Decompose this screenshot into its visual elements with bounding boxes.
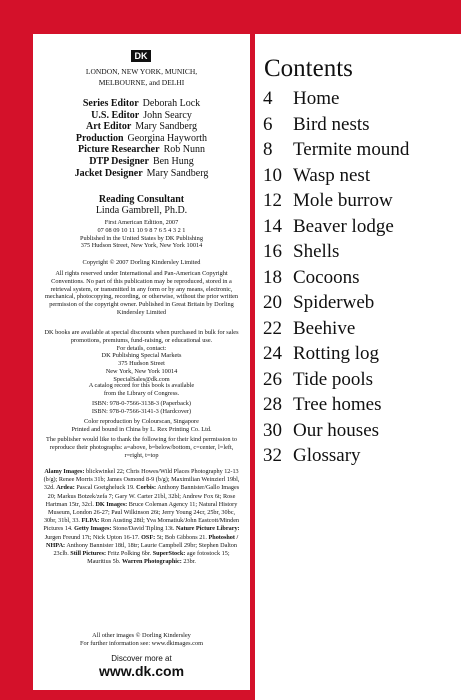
credit-text: Fritz Polking 6br. <box>107 550 152 558</box>
credit-source: SuperStock: <box>152 550 186 558</box>
catalog-line: A catalog record for this book is available <box>88 382 195 389</box>
credit-name: Georgina Hayworth <box>127 132 208 144</box>
credit-source: Corbis: <box>136 484 157 492</box>
toc-page-number: 20 <box>263 292 282 313</box>
website-url: www.dk.com <box>98 663 185 679</box>
toc-page-number: 24 <box>263 343 282 364</box>
credit-text: blickwinkel 22; Chris Howes/Wild Places Photography 12-13 (b/g); Renee Morris 31b; James Osmond 8-9 (b/g); Maximilian Weinzierl 19bl, 32d. <box>43 468 240 492</box>
credit-role: Art Editor <box>85 121 132 133</box>
consultant-name: Linda Gambrell, Ph.D. <box>95 205 188 216</box>
toc-entry <box>263 137 461 163</box>
special-sales-line: 375 Hudson Street <box>118 360 165 368</box>
credit-text: Pascal Goetgheluck 19. <box>76 484 135 492</box>
toc-entry-title: Beehive <box>293 317 356 339</box>
toc-entry <box>263 163 461 189</box>
toc-entry <box>263 112 461 138</box>
credit-role: DTP Designer <box>89 155 149 167</box>
credit-source: DK Images: <box>95 500 128 508</box>
toc-entry-title: Shells <box>293 241 340 262</box>
photo-credits <box>43 468 240 566</box>
special-sales-info <box>43 329 240 384</box>
consultant-title: Reading Consultant <box>98 194 185 205</box>
credit-row <box>37 133 246 145</box>
toc-page-number: 18 <box>263 266 282 288</box>
toc-entry-title: Bird nests <box>293 113 370 135</box>
other-images-note <box>43 632 240 648</box>
toc-entry-title: Cocoons <box>293 266 360 288</box>
toc-entry-title: Our houses <box>293 419 380 441</box>
credit-text: 5t; Bob Gibbons 21. <box>156 533 207 541</box>
edition-line: Published in the United States by DK Publishing <box>80 234 203 242</box>
toc-entry-title: Home <box>293 88 340 109</box>
publisher-location-line: LONDON, NEW YORK, MUNICH, <box>85 67 198 76</box>
credit-role: Production <box>75 132 124 144</box>
credit-row <box>37 121 246 133</box>
credit-role: Picture Researcher <box>78 144 160 156</box>
edition-line: First American Edition, 2007 <box>104 219 179 226</box>
toc-entry-title: Mole burrow <box>293 190 393 211</box>
publisher-locations <box>39 67 244 88</box>
toc-entry-title: Rotting log <box>293 343 380 364</box>
credit-text: Bruce Coleman Agency 11; Natural History Museum, London 26-27; Paul Wilkinson 26t; Jerry Young 24cr, 25br, 30bc, 30br, 31bl, 33. <box>43 500 238 525</box>
special-sales-line: For details, contact: <box>116 344 167 352</box>
credit-name: Mary Sandberg <box>135 121 198 133</box>
photo-permission-note: The publisher would like to thank the following for their kind permission to reproduce their photographs: a=above, b=below/bottom, c=center, l=left, r=right, t=top <box>46 436 237 459</box>
toc-page-number: 26 <box>263 368 282 390</box>
contents-title: Contents <box>264 55 353 82</box>
credit-name: Mary Sandberg <box>146 167 209 179</box>
credit-source: OSF: <box>141 533 156 541</box>
toc-entry-title: Wasp nest <box>293 164 371 186</box>
credit-row <box>37 168 246 180</box>
toc-entry <box>263 418 461 444</box>
credit-row <box>37 156 246 168</box>
credit-source: Alamy Images: <box>44 468 85 475</box>
credit-name: John Searcy <box>143 109 192 121</box>
toc-entry-title: Tree homes <box>293 394 382 415</box>
credit-text: 23br. <box>183 558 196 566</box>
toc-page-number: 12 <box>263 190 282 211</box>
credit-row <box>37 110 246 122</box>
toc-page-number: 28 <box>263 394 282 415</box>
toc-page-number: 8 <box>263 139 273 160</box>
red-frame-top <box>0 0 461 34</box>
toc-page-number: 30 <box>263 419 282 441</box>
dk-logo: DK <box>131 50 151 62</box>
edition-line: 07 08 09 10 11 10 9 8 7 6 5 4 3 2 1 <box>97 226 186 234</box>
printing-line: Printed and bound in China by L. Rex Printing Co. Ltd. <box>71 425 212 433</box>
publisher-location-line: MELBOURNE, and DELHI <box>98 77 185 87</box>
toc-entry-title: Termite mound <box>293 139 410 160</box>
toc-entry <box>263 443 461 469</box>
toc-entry <box>263 367 461 393</box>
isbn-block <box>43 400 240 416</box>
toc-entry <box>263 341 461 367</box>
isbn-line: ISBN: 978-0-7566-3141-3 (Hardcover) <box>91 407 192 415</box>
credit-row <box>37 144 246 156</box>
credit-text: Anthony Bannister 18tl, 18tr; Laurie Campbell 29br; Stephen Dalton 23clb. <box>53 541 237 558</box>
credit-text: Jurgen Freund 17t; Nick Upton 16-17. <box>44 533 140 541</box>
credit-source: Warren Photographic: <box>121 558 182 566</box>
toc-page-number: 4 <box>263 88 273 109</box>
toc-page-number: 16 <box>263 241 282 262</box>
toc-entry <box>263 392 461 418</box>
special-sales-line: New York, New York 10014 <box>105 367 178 375</box>
credit-text: Anthony Bannister/Gallo Images 20; Markus Botzek/zefa 7; Gary W. Carter 21bl, 32bl; Andrew Fox 6t; Rose Hartman 15tr, 32cl. <box>45 484 240 508</box>
toc-page-number: 6 <box>263 113 273 135</box>
toc-entry <box>263 86 461 112</box>
toc-entry <box>263 265 461 291</box>
table-of-contents <box>263 86 461 469</box>
red-frame-left <box>0 0 33 700</box>
red-frame-bottom <box>33 690 250 700</box>
credit-role: U.S. Editor <box>91 109 140 121</box>
printing-info <box>43 418 240 434</box>
credit-name: Ben Hung <box>152 155 194 167</box>
toc-entry <box>263 316 461 342</box>
catalog-record <box>43 382 240 398</box>
rights-notice: All rights reserved under International and Pan-American Copyright Conventions. No part of this publication may be reproduced, stored in a retrieval system, or transmitted in any form or by any means, electronic, mechanical, photocopying, recording, or otherwise, without the prior written permission of the copyright owner. Published in Great Britain by Dorling Kindersley Limited <box>44 270 239 316</box>
toc-page-number: 10 <box>263 164 282 186</box>
copyright-notice: Copyright © 2007 Dorling Kindersley Limited <box>82 259 201 266</box>
discover-more-label: Discover more at <box>111 654 172 663</box>
toc-page-number: 14 <box>263 215 282 237</box>
credit-source: Nature Picture Library: <box>175 525 240 533</box>
red-frame-divider <box>250 34 255 700</box>
credit-source: Still Pictures: <box>70 550 107 558</box>
toc-entry <box>263 290 461 316</box>
credit-text: Ron Austing 28tl; Yva Momatiuk/John Eastcott/Minden Pictures 14. <box>43 517 240 533</box>
credit-source: Getty Images: <box>74 525 112 533</box>
special-sales-line: DK Publishing Special Markets <box>101 352 182 360</box>
other-images-line: All other images © Dorling Kindersley <box>92 632 191 639</box>
toc-entry <box>263 239 461 265</box>
printing-line: Color reproduction by Colourscan, Singapore <box>84 418 199 425</box>
credit-source: Ardea: <box>56 484 75 492</box>
toc-entry <box>263 214 461 240</box>
credit-source: FLPA: <box>81 517 100 525</box>
imprint-page <box>33 34 250 690</box>
toc-page-number: 32 <box>263 445 282 466</box>
credit-name: Deborah Lock <box>142 98 201 109</box>
toc-page-number: 22 <box>263 317 282 339</box>
credit-role: Jacket Designer <box>74 167 143 179</box>
credit-name: Rob Nunn <box>163 144 205 156</box>
toc-entry-title: Beaver lodge <box>293 215 394 237</box>
staff-credits <box>37 98 246 179</box>
special-sales-line: DK books are available at special discounts when purchased in bulk for sales promotions, premiums, fund-raising, or educational use. <box>44 329 239 344</box>
toc-entry-title: Tide pools <box>293 368 374 390</box>
isbn-line: ISBN: 978-0-7566-3138-3 (Paperback) <box>92 400 191 407</box>
credit-row <box>37 98 246 110</box>
credit-text: age fotostock 15; Mauritius 5b. <box>87 550 230 566</box>
other-images-line: For further information see: www.dkimages.com <box>79 639 204 647</box>
credit-text: Stone/David Tipling 13t. <box>112 525 175 533</box>
edition-info <box>43 219 240 250</box>
toc-entry-title: Glossary <box>293 445 361 466</box>
catalog-line: from the Library of Congress. <box>103 389 180 397</box>
edition-line: 375 Hudson Street, New York, New York 10014 <box>80 242 203 250</box>
credit-source: Photoshot / NHPA: <box>45 533 239 549</box>
special-sales-email: SpecialSales@dk.com <box>113 375 170 383</box>
toc-entry <box>263 188 461 214</box>
credit-role: Series Editor <box>82 98 139 109</box>
toc-entry-title: Spiderweb <box>293 292 375 313</box>
